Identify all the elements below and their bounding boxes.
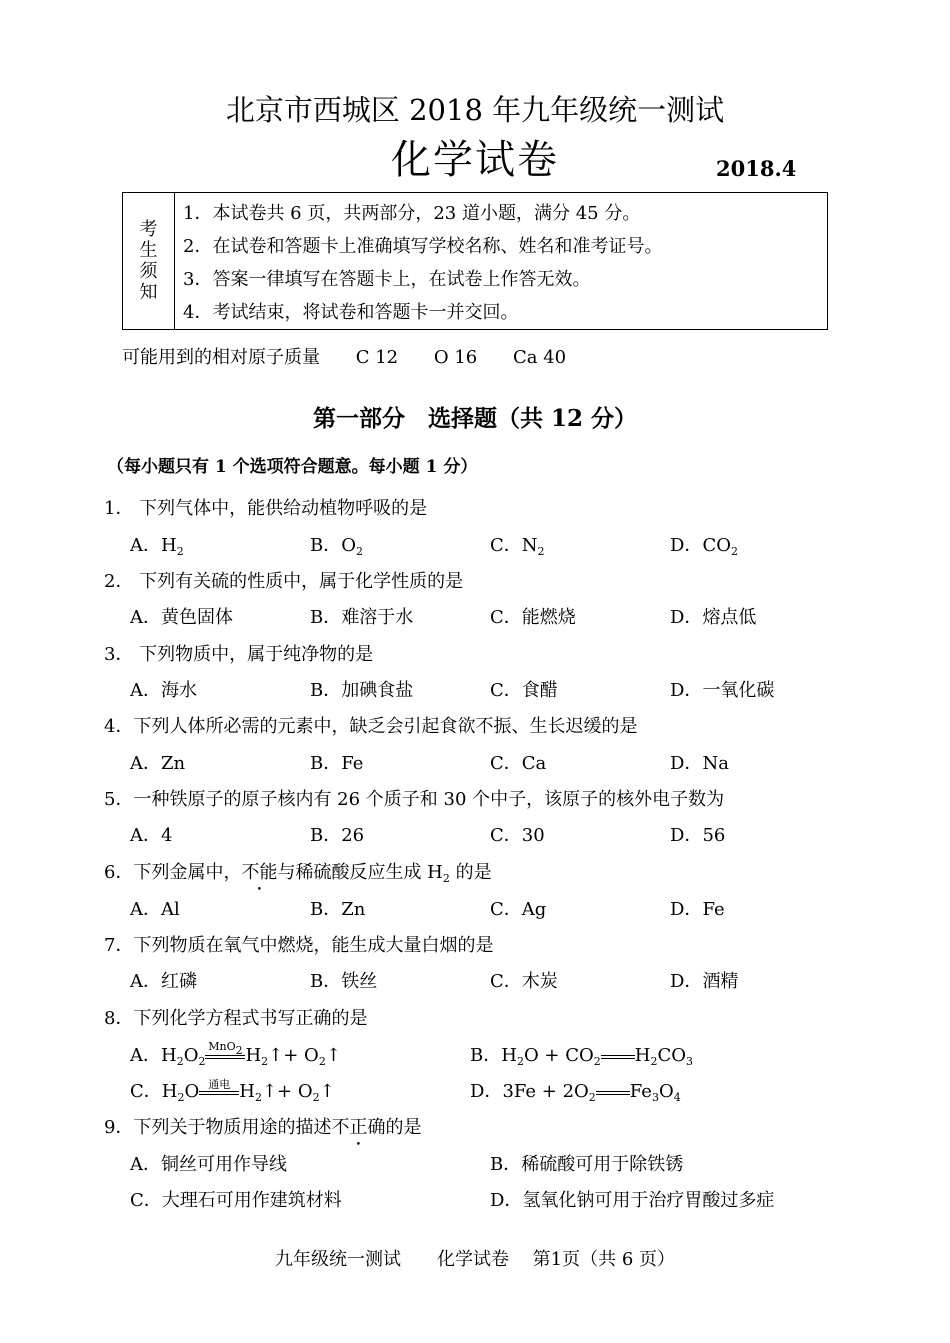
reaction-condition: 通电 (199, 1089, 239, 1095)
notice-label-char: 考 (139, 219, 158, 240)
option-b: B．Zn (310, 899, 366, 920)
notice-items (183, 203, 662, 335)
notice-label-char: 知 (139, 282, 158, 303)
notice-item: 1．本试卷共 6 页，共两部分，23 道小题，满分 45 分。 (183, 203, 641, 224)
atomic-masses-label: 可能用到的相对原子质量 (122, 347, 320, 368)
option-c: C．$N_2$ (490, 535, 545, 558)
option-b: B．$O_2$ (310, 535, 363, 558)
question-stem: 5．一种铁原子的原子核内有 26 个质子和 30 个中子，该原子的核外电子数为 (104, 789, 725, 810)
option-d: D．$3Fe + 2O_2$ $Fe_3O_4$ (470, 1081, 681, 1104)
question-stem: 2． 下列有关硫的性质中，属于化学性质的是 (104, 571, 464, 592)
option-a: A．红磷 (130, 971, 197, 992)
option-a: A．黄色固体 (130, 607, 233, 628)
option-c: C．30 (490, 825, 545, 846)
question-stem: 7．下列物质在氧气中燃烧，能生成大量白烟的是 (104, 935, 494, 956)
section-instruction: （每小题只有 1 个选项符合题意。每小题 1 分） (107, 457, 478, 477)
option-b: B．稀硫酸可用于除铁锈 (490, 1154, 684, 1175)
option-d: D．氢氧化钠可用于治疗胃酸过多症 (490, 1190, 775, 1211)
reaction-condition: MnO$_2$ (205, 1053, 245, 1059)
notice-item: 3．答案一律填写在答题卡上，在试卷上作答无效。 (183, 269, 591, 290)
atomic-masses (122, 343, 596, 369)
option-b: B．26 (310, 825, 365, 846)
option-c: C．大理石可用作建筑材料 (130, 1190, 342, 1211)
notice-label-char: 须 (139, 261, 158, 282)
option-a: A．$H_2$ (130, 535, 184, 558)
option-a: A．$H_2O_2$ MnO$_2$ $H_2↑+$ $O_2↑$ (130, 1040, 341, 1068)
option-a: A．4 (130, 825, 173, 846)
option-d: D．一氧化碳 (670, 680, 775, 701)
option-c: C．$H_2O$ 通电 $H_2↑+$ $O_2↑$ (130, 1078, 335, 1104)
question-stem: 8．下列化学方程式书写正确的是 (104, 1008, 368, 1029)
option-d: D．56 (670, 825, 726, 846)
exam-title-line2: 化学试卷 (391, 137, 559, 183)
notice-label (123, 193, 175, 329)
atomic-mass-value: C 12 (355, 347, 399, 368)
question-stem: 3． 下列物质中，属于纯净物的是 (104, 644, 374, 665)
atomic-mass-value: Ca 40 (513, 347, 567, 368)
exam-date: 2018.4 (716, 156, 797, 181)
question-stem: 9．下列关于物质用途的描述不正确的是 (104, 1117, 422, 1138)
atomic-mass-value: O 16 (433, 347, 478, 368)
option-d: D．熔点低 (670, 607, 757, 628)
option-b: B．Fe (310, 753, 364, 774)
option-a: A．海水 (130, 680, 197, 701)
option-c: C．木炭 (490, 971, 558, 992)
notice-item: 2．在试卷和答题卡上准确填写学校名称、姓名和准考证号。 (183, 236, 663, 257)
option-b: B．难溶于水 (310, 607, 414, 628)
emphasis-text: 不能 (241, 862, 278, 883)
option-a: A．铜丝可用作导线 (130, 1154, 287, 1175)
option-c: C．Ca (490, 753, 547, 774)
option-d: D．Na (670, 753, 729, 774)
option-c: C．食醋 (490, 680, 558, 701)
option-d: D．Fe (670, 899, 725, 920)
notice-box (122, 192, 828, 330)
exam-title-line1: 北京市西城区 2018 年九年级统一测试 (225, 93, 725, 127)
option-c: C．能燃烧 (490, 607, 576, 628)
option-a: A．Al (130, 899, 180, 920)
option-d: D．酒精 (670, 971, 739, 992)
section-title: 第一部分 选择题（共 12 分） (312, 405, 638, 432)
notice-item: 4．考试结束，将试卷和答题卡一并交回。 (183, 302, 519, 323)
option-b: B．加碘食盐 (310, 680, 414, 701)
notice-label-char: 生 (139, 240, 158, 261)
page-footer: 九年级统一测试 化学试卷 第1页（共 6 页） (274, 1249, 676, 1270)
question-stem: 1． 下列气体中，能供给动植物呼吸的是 (104, 498, 428, 519)
question-stem: 6．下列金属中，不能与稀硫酸反应生成 $H_2$ 的是 (104, 862, 492, 885)
question-stem: 4．下列人体所必需的元素中，缺乏会引起食欲不振、生长迟缓的是 (104, 716, 638, 737)
option-c: C．Ag (490, 899, 547, 920)
option-a: A．Zn (130, 753, 186, 774)
option-d: D．$CO_2$ (670, 535, 738, 558)
emphasis-text: 不正确 (331, 1117, 386, 1138)
option-b: B．$H_2O + CO_2$ $H_2CO_3$ (470, 1045, 693, 1068)
option-b: B．铁丝 (310, 971, 378, 992)
